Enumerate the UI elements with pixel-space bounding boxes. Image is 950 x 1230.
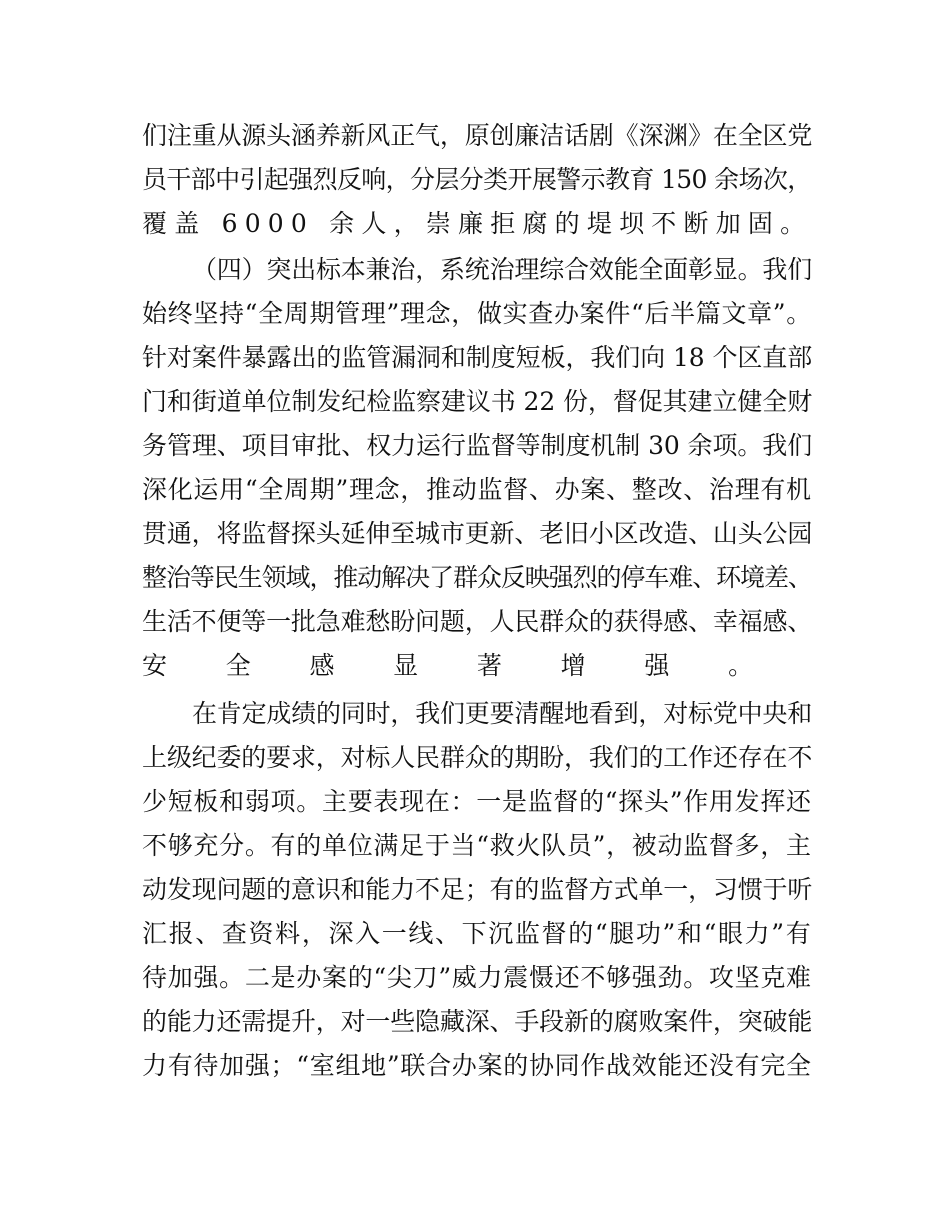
paragraph-line: 少短板和弱项。主要表现在：一是监督的“探头”作用发挥还 [142, 787, 812, 816]
paragraph-line: 待加强。二是办案的“尖刀”威力震慑还不够强劲。攻坚克难 [142, 963, 812, 992]
paragraph-line: 力有待加强；“室组地”联合办案的协同作战效能还没有完全 [142, 1051, 812, 1080]
paragraph-line: 覆盖 6000 余人，崇廉拒腐的堤坝不断加固。 [142, 209, 813, 238]
paragraph-line: 不够充分。有的单位满足于当“救火队员”，被动监督多，主 [142, 831, 812, 860]
paragraph-line: 安全感显著增强。 [142, 651, 812, 680]
paragraph-line: 上级纪委的要求，对标人民群众的期盼，我们的工作还存在不 [142, 743, 813, 772]
paragraph-line: 门和街道单位制发纪检监察建议书 22 份，督促其建立健全财 [142, 387, 813, 416]
paragraph-line: 的能力还需提升，对一些隐藏深、手段新的腐败案件，突破能 [142, 1007, 813, 1036]
paragraph-line: 贯通，将监督探头延伸至城市更新、老旧小区改造、山头公园 [142, 519, 813, 548]
paragraph-line: 针对案件暴露出的监管漏洞和制度短板，我们向 18 个区直部 [142, 343, 813, 372]
paragraph-first-line: （四）突出标本兼治，系统治理综合效能全面彰显。我们 [192, 255, 813, 284]
paragraph-line: 员干部中引起强烈反响，分层分类开展警示教育 150 余场次， [142, 165, 812, 194]
paragraph-line: 深化运用“全周期”理念，推动监督、办案、整改、治理有机 [142, 475, 812, 504]
paragraph-line: 动发现问题的意识和能力不足；有的监督方式单一，习惯于听 [142, 875, 813, 904]
paragraph-line: 生活不便等一批急难愁盼问题，人民群众的获得感、幸福感、 [142, 607, 813, 636]
paragraph-line: 汇报、查资料，深入一线、下沉监督的“腿功”和“眼力”有 [142, 919, 813, 948]
paragraph-line: 始终坚持“全周期管理”理念，做实查办案件“后半篇文章”。 [142, 299, 812, 328]
paragraph-line: 整治等民生领域，推动解决了群众反映强烈的停车难、环境差、 [142, 563, 812, 592]
paragraph-line: 们注重从源头涵养新风正气，原创廉洁话剧《深渊》在全区党 [142, 121, 813, 150]
paragraph-first-line: 在肯定成绩的同时，我们更要清醒地看到，对标党中央和 [192, 699, 813, 728]
paragraph-line: 务管理、项目审批、权力运行监督等制度机制 30 余项。我们 [142, 431, 813, 460]
